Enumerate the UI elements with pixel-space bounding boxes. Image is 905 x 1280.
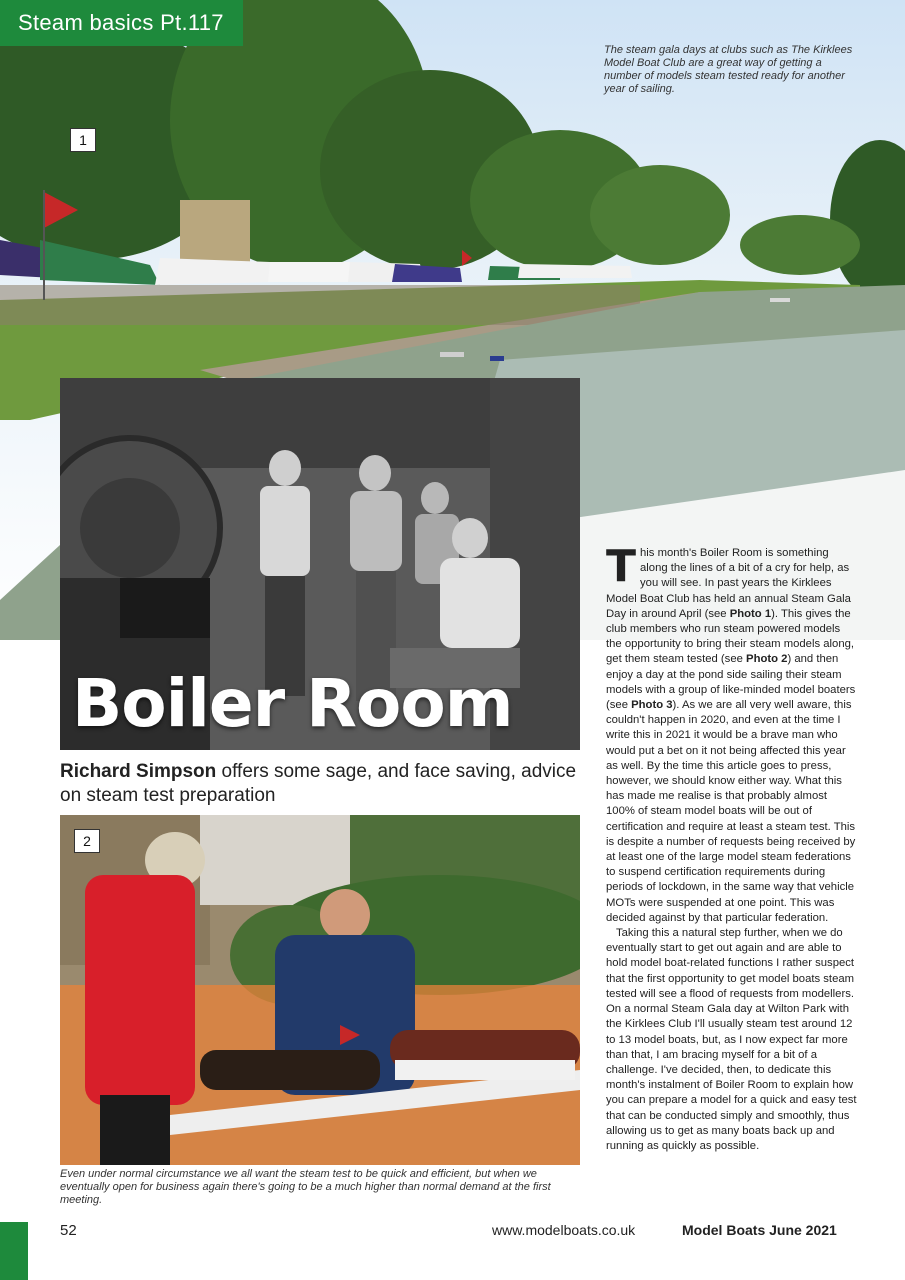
photo-1-reference: Photo 1 <box>729 607 772 620</box>
drop-cap: T <box>606 541 637 592</box>
author-name: Richard Simpson <box>60 761 217 782</box>
steam-test-photo <box>60 815 580 1165</box>
paragraph-1-text-c: ) and then enjoy a day at the pond side sailing their steam models with a group of like-minded model boaters (see <box>606 653 856 712</box>
photo-2-reference: Photo 2 <box>746 653 788 666</box>
article-headline: Boiler Room <box>72 665 513 742</box>
photo-number-1: 1 <box>70 128 96 152</box>
photo-number-2: 2 <box>74 829 100 853</box>
photo-2-caption: Even under normal circumstance we all want the steam test to be quick and efficient, but when we eventually open for business again there's going to be a much higher than normal demand at the first meeting. <box>60 1168 551 1206</box>
footer-magazine-issue: Model Boats June 2021 <box>682 1222 837 1238</box>
section-tag: Steam basics Pt.117 <box>0 0 243 46</box>
footer-accent-bar <box>0 1222 28 1280</box>
paragraph-1 <box>606 541 858 926</box>
steam-test-illustration <box>60 815 580 1165</box>
article-body <box>606 541 858 1154</box>
paragraph-1-text-d: ). As we are all very well aware, this couldn't happen in 2020, and even at the time I write this in 2021 it would be a brave man who would put a bet on it not being affected this year as well. By the time this article goes to press, however, we should know either way. What this has made me realise is that probably almost 100% of steam model boats will be out of certification and require at least a steam test. This is despite a number of requests being received by at least one of the large model steam federations to suspend certification requirements during periods of lockdown, in the same way that vehicle MOTs were suspended at one point. This was decided against by that particular federation. <box>606 699 856 924</box>
standfirst <box>60 760 580 808</box>
paragraph-1-text-b: ). This gives the club members who run steam powered models the opportunity to bring their steam models along, get them steam tested (see <box>606 607 855 666</box>
photo-1-caption: The steam gala days at clubs such as The Kirklees Model Boat Club are a great way of getting a number of models steam tested ready for another year of sailing. <box>604 44 853 95</box>
boiler-room-photo <box>60 378 580 750</box>
page-number: 52 <box>60 1222 77 1239</box>
photo-3-reference: Photo 3 <box>631 699 673 712</box>
paragraph-2: Taking this a natural step further, when we do eventually start to get out again and are able to hold model boat-related functions I rather suspect that the first opportunity to get model boats steam tested will see a flood of requests from modellers. On a normal Steam Gala day at Wilton Park with the Kirklees Club I'll usually steam test around 12 to 13 model boats, but, as I now expect far more than that, I am bracing myself for a bit of a challenge. I've decided, then, to dedicate this month's instalment of Boiler Room to explain how you can prepare a model for a quick and easy test that can be conducted simply and smoothly, thus allowing us to get as many boats back up and running as quickly as possible. <box>606 927 857 1152</box>
footer-website-link[interactable]: www.modelboats.co.uk <box>492 1222 636 1238</box>
paragraph-1-text-a: his month's Boiler Room is something along the lines of a bit of a cry for help, as you will see. In past years the Kirklees Model Boat Club has held an annual Steam Gala Day in around April (see <box>606 547 851 620</box>
standfirst-text: offers some sage, and face saving, advice on steam test preparation <box>60 761 577 806</box>
